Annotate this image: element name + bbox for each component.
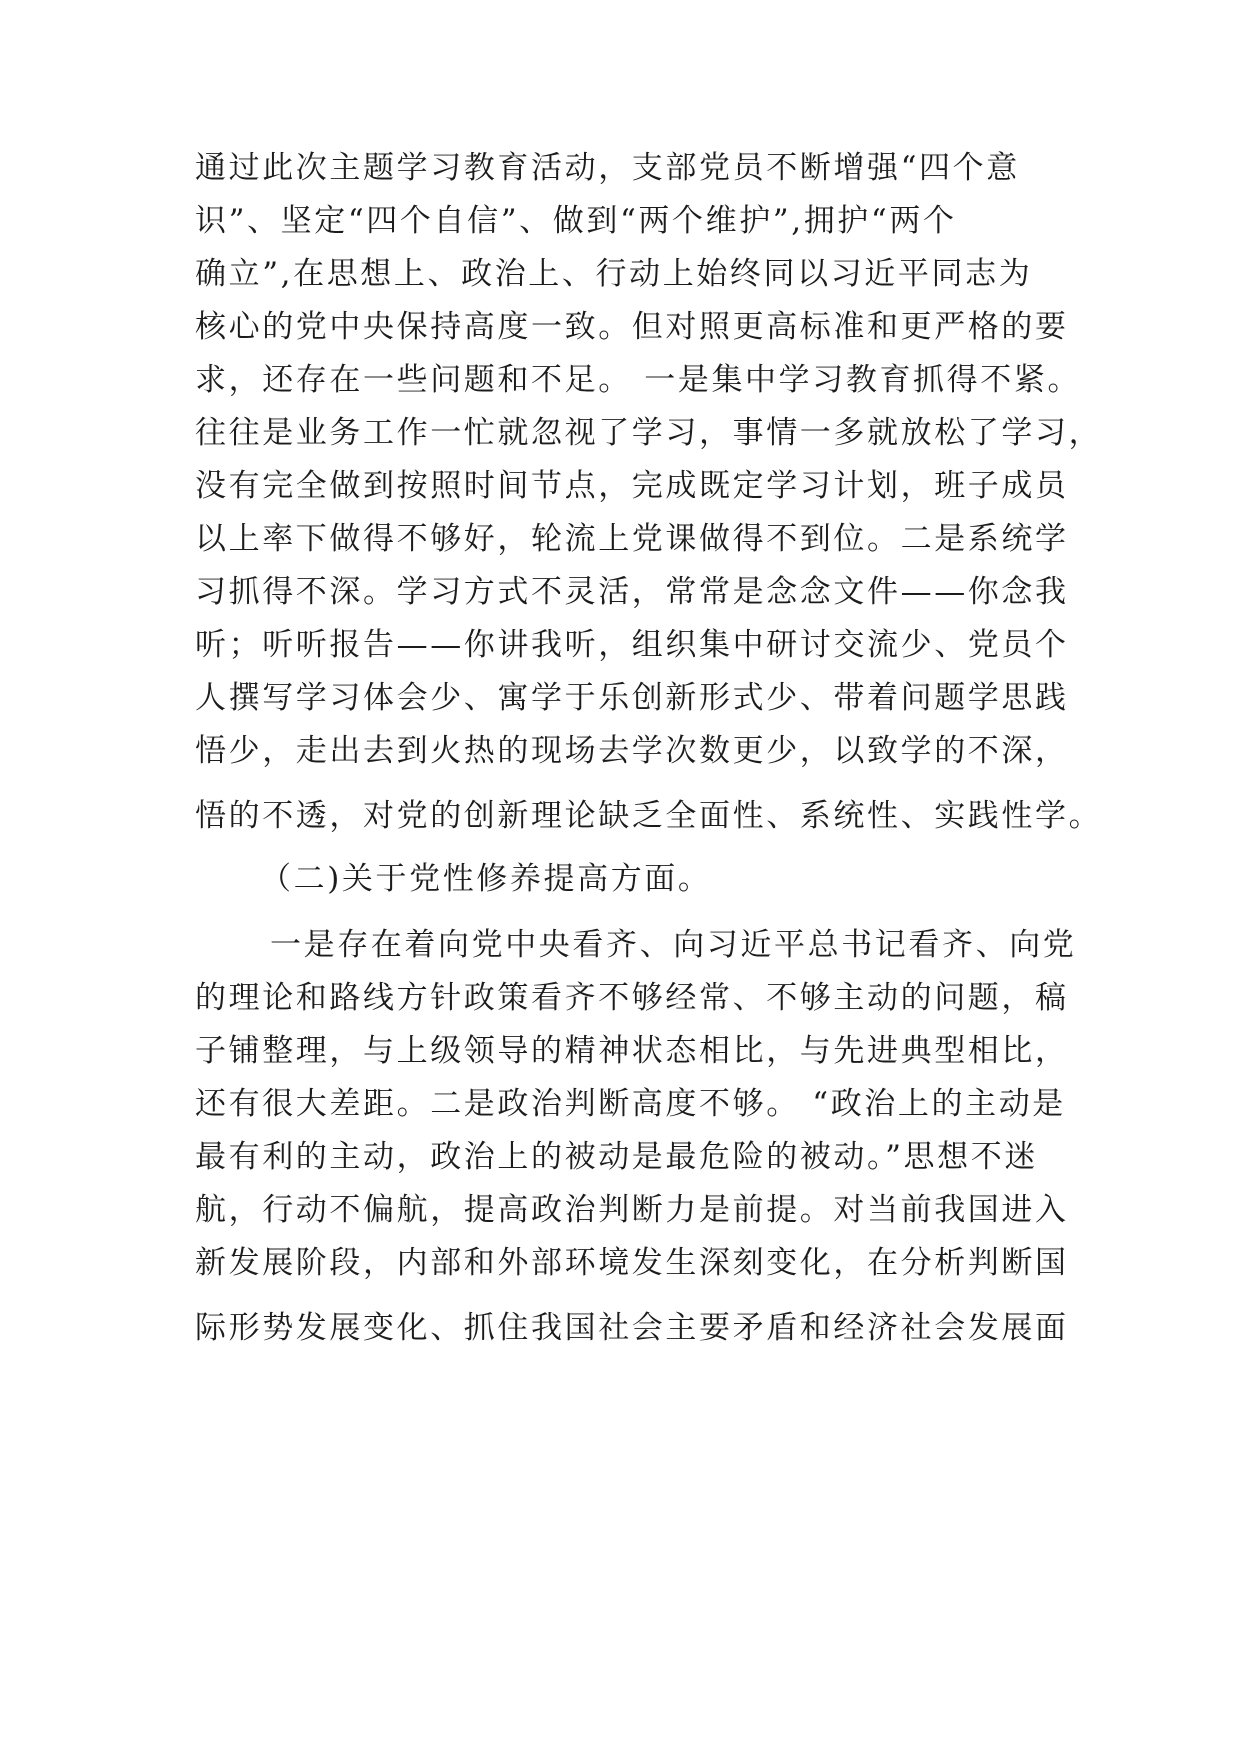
text-line: 还有很大差距。二是政治判断高度不够。 “政治上的主动是 xyxy=(195,1086,1066,1122)
text-line: 最有利的主动，政治上的被动是最危险的被动。”思想不迷 xyxy=(195,1139,1038,1175)
section-heading: （二)关于党性修养提高方面。 xyxy=(260,861,712,897)
text-line: 识”、坚定“四个自信”、做到“两个维护”,拥护“两个 xyxy=(195,203,957,239)
text-line: 悟少，走出去到火热的现场去学次数更少，以致学的不深， xyxy=(195,733,1069,769)
text-line: 往往是业务工作一忙就忽视了学习，事情一多就放松了学习， xyxy=(195,415,1103,451)
text-line: 子铺整理，与上级领导的精神状态相比，与先进典型相比， xyxy=(195,1033,1069,1069)
text-line: 求，还存在一些问题和不足。 一是集中学习教育抓得不紧。 xyxy=(195,362,1082,398)
text-line: 航，行动不偏航，提高政治判断力是前提。对当前我国进入 xyxy=(195,1192,1069,1228)
text-line: 核心的党中央保持高度一致。但对照更高标准和更严格的要 xyxy=(195,309,1069,345)
text-line: 新发展阶段，内部和外部环境发生深刻变化，在分析判断国 xyxy=(195,1245,1069,1281)
text-line: 的理论和路线方针政策看齐不够经常、不够主动的问题，稿 xyxy=(195,980,1069,1016)
text-line: 习抓得不深。学习方式不灵活，常常是念念文件——你念我 xyxy=(195,574,1069,610)
text-line: 际形势发展变化、抓住我国社会主要矛盾和经济社会发展面 xyxy=(195,1310,1069,1346)
text-line: 人撰写学习体会少、寓学于乐创新形式少、带着问题学思践 xyxy=(195,680,1069,716)
text-line: 一是存在着向党中央看齐、向习近平总书记看齐、向党 xyxy=(270,927,1077,963)
text-line: 以上率下做得不够好，轮流上党课做得不到位。二是系统学 xyxy=(195,521,1069,557)
text-line: 悟的不透，对党的创新理论缺乏全面性、系统性、实践性学。 xyxy=(195,798,1103,834)
text-line: 听；听听报告——你讲我听，组织集中研讨交流少、党员个 xyxy=(195,627,1069,663)
text-line: 通过此次主题学习教育活动，支部党员不断增强“四个意 xyxy=(195,150,1020,186)
text-line: 没有完全做到按照时间节点，完成既定学习计划，班子成员 xyxy=(195,468,1069,504)
text-line: 确立”,在思想上、政治上、行动上始终同以习近平同志为 xyxy=(195,256,1033,292)
